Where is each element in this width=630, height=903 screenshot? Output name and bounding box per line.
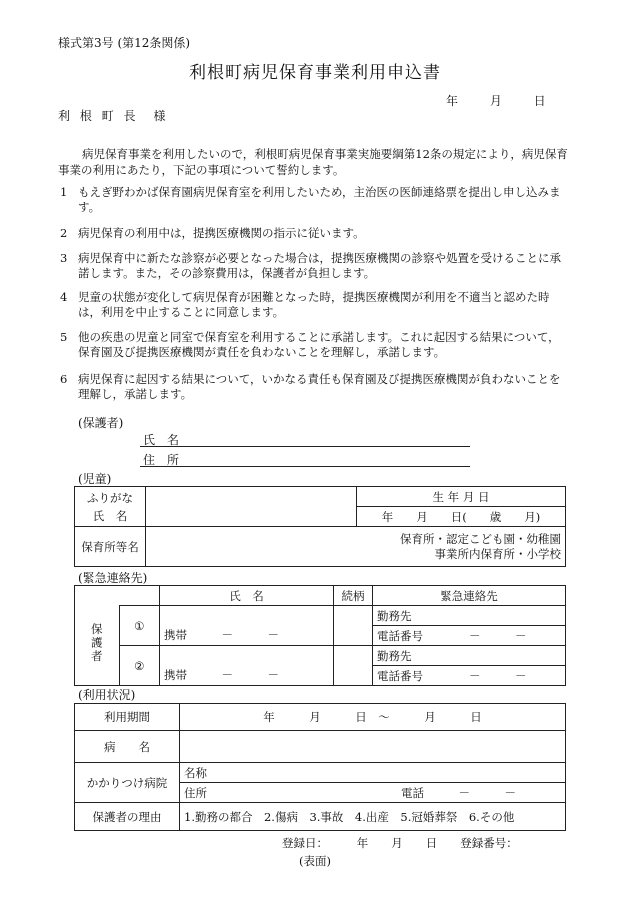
addressee: 利 根 町 長 様: [58, 109, 169, 123]
col-name: 氏 名: [160, 586, 334, 606]
row2-number: ②: [119, 646, 160, 686]
clinic-label: かかりつけ病院: [75, 763, 180, 803]
furigana-label: ふりがな: [87, 490, 133, 505]
pledge-number: 6: [60, 372, 68, 386]
facility-options-line1: 保育所・認定こども園・幼稚園: [400, 531, 561, 546]
col-contact: 緊急連絡先: [373, 586, 566, 606]
pledge-number: 4: [60, 290, 68, 304]
registration-line: 登録日： 年 月 日 登録番号：: [282, 836, 518, 850]
row1-number: ①: [119, 606, 160, 646]
row1-relation[interactable]: [334, 606, 373, 646]
pledge-number: 2: [60, 226, 68, 240]
usage-section-label: (利用状況): [78, 688, 136, 702]
child-section-label: (児童): [78, 472, 112, 486]
pledge-item: [60, 226, 570, 241]
pledge-item: [60, 185, 570, 215]
pledge-item: [60, 372, 570, 402]
guardian-vertical-text: 保護者: [89, 623, 104, 664]
guardian-address-field[interactable]: [140, 466, 470, 467]
guardian-vertical-label: [75, 606, 120, 686]
child-table: [74, 486, 566, 567]
col-relation: 続柄: [334, 586, 373, 606]
intro-paragraph: 病児保育事業を利用したいので，利根町病児保育事業実施要綱第12条の規定により，病児保育事業の利用にあたり，下記の事項について誓約します。: [58, 147, 568, 177]
child-name-header: [75, 487, 146, 527]
page-side-label: (表面): [299, 854, 331, 868]
reason-options[interactable]: 1.勤務の都合 2.傷病 3.事故 4.出産 5.冠婚葬祭 6.その他: [180, 803, 566, 831]
pledge-item: [60, 251, 570, 281]
pledge-item: [60, 290, 570, 320]
period-label: 利用期間: [75, 704, 180, 731]
pledge-number: 1: [60, 185, 68, 199]
reason-label: 保護者の理由: [75, 803, 180, 831]
row2-mobile[interactable]: 携帯 － －: [160, 646, 334, 686]
child-name-label: 氏 名: [92, 508, 128, 523]
emergency-table: [74, 585, 566, 686]
pledge-text: 病児保育の利用中は，提携医療機関の指示に従います。: [78, 226, 365, 240]
clinic-address-field[interactable]: 住所: [180, 783, 398, 803]
child-name-field[interactable]: [146, 487, 357, 527]
illness-field[interactable]: [180, 731, 566, 763]
row1-phone[interactable]: 電話番号 － －: [373, 626, 566, 646]
illness-label: 病 名: [75, 731, 180, 763]
pledge-text: 児童の状態が変化して病児保育が困難となった時，提携医療機関が利用を不適当と認めた時は，利用を中止することに同意します。: [78, 290, 550, 319]
facility-options-line2: 事業所内保育所・小学校: [434, 546, 561, 561]
clinic-name-field[interactable]: 名称: [180, 763, 566, 783]
emergency-section-label: (緊急連絡先): [78, 571, 148, 585]
pledge-number: 5: [60, 330, 68, 344]
page-title: 利根町病児保育事業利用申込書: [189, 63, 441, 83]
facility-label: 保育所等名: [75, 527, 146, 567]
pledge-item: [60, 330, 570, 360]
clinic-phone-field[interactable]: 電話 － －: [397, 783, 566, 803]
guardian-section-label: (保護者): [78, 416, 124, 430]
guardian-name-field[interactable]: [140, 446, 470, 447]
blank-cell: [119, 586, 160, 606]
guardian-name-label: 氏 名: [143, 433, 180, 447]
facility-field[interactable]: [146, 527, 566, 567]
period-field[interactable]: 年 月 日 ～ 月 日: [180, 704, 566, 731]
blank-cell: [75, 586, 120, 606]
date-line[interactable]: 年 月 日: [446, 94, 546, 108]
pledge-text: 病児保育中に新たな診察が必要となった場合は，提携医療機関の診察や処置を受けることに承諾します。また，その診察費用は，保護者が負担します。: [78, 251, 561, 280]
guardian-address-label: 住 所: [143, 453, 180, 467]
row2-relation[interactable]: [334, 646, 373, 686]
pledge-number: 3: [60, 251, 68, 265]
pledge-text: 病児保育に起因する結果について，いかなる責任も保育園及び提携医療機関が負わないことを理解し，承諾します。: [78, 372, 561, 401]
row2-workplace[interactable]: 勤務先: [373, 646, 566, 666]
row1-workplace[interactable]: 勤務先: [373, 606, 566, 626]
birth-date-label: 生 年 月 日: [357, 487, 566, 507]
row2-phone[interactable]: 電話番号 － －: [373, 666, 566, 686]
pledge-text: 他の疾患の児童と同室で保育室を利用することに承諾します。これに起因する結果について，保育園及び提携医療機関が責任を負わないことを理解し，承諾します。: [78, 330, 560, 359]
row1-mobile[interactable]: 携帯 － －: [160, 606, 334, 646]
birth-date-field[interactable]: 年 月 日( 歳 月): [357, 507, 566, 527]
form-number: 様式第3号 (第12条関係): [58, 36, 191, 50]
pledge-text: もえぎ野わかば保育園病児保育室を利用したいため，主治医の医師連絡票を提出し申し込みます。: [78, 185, 561, 214]
usage-table: [74, 703, 566, 831]
